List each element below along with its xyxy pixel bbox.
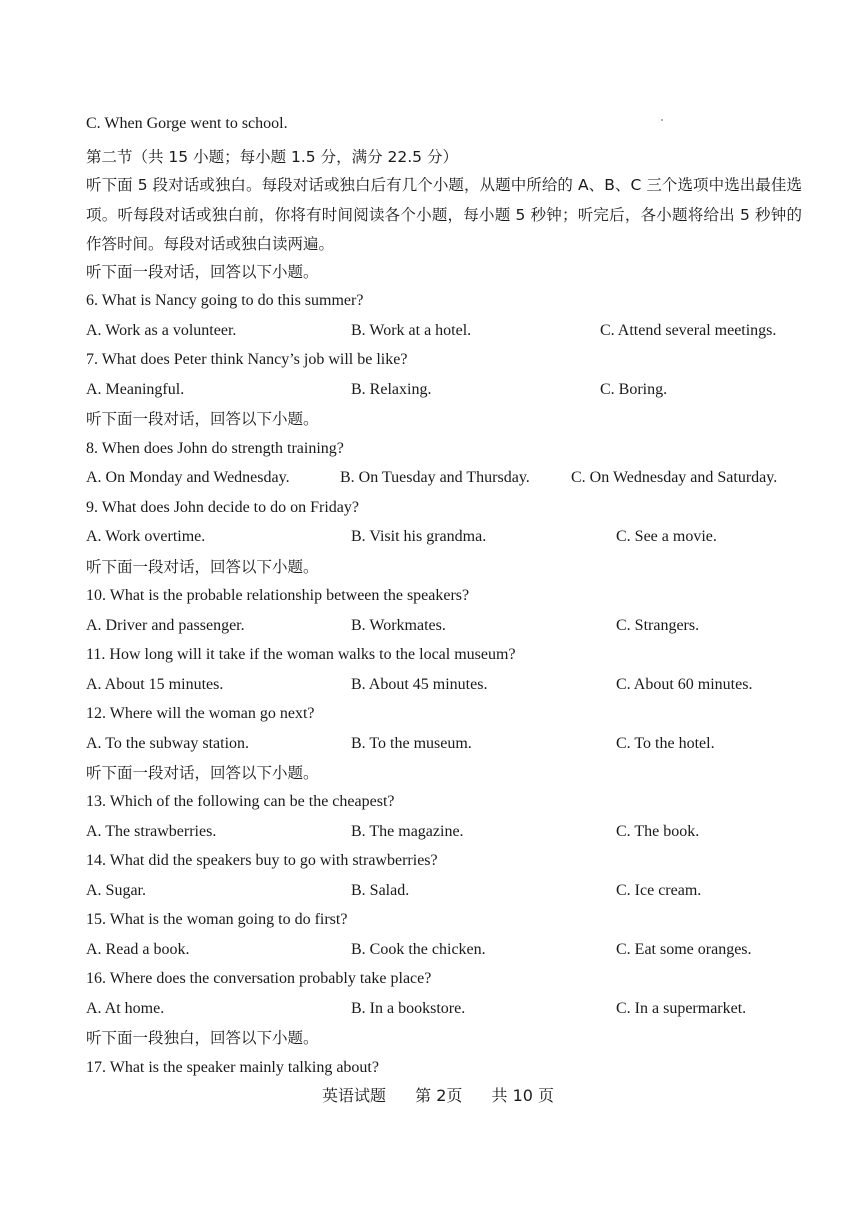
option-a: A. To the subway station. (86, 735, 250, 752)
option-a: A. Read a book. (86, 941, 190, 958)
option-c: C. In a supermarket. (616, 1000, 747, 1017)
question-9: 9. What does John decide to do on Friday? (86, 499, 359, 516)
option-c: C. Boring. (600, 381, 668, 398)
footer-subject: 英语试题 (322, 1086, 387, 1105)
previous-option-c: C. When Gorge went to school. (86, 115, 288, 132)
option-b: B. Workmates. (351, 617, 446, 634)
option-c: C. The book. (616, 823, 700, 840)
option-b: B. To the museum. (351, 735, 472, 752)
option-b: B. About 45 minutes. (351, 676, 488, 693)
option-c: C. On Wednesday and Saturday. (571, 469, 778, 486)
question-8: 8. When does John do strength training? (86, 440, 344, 457)
option-c: C. See a movie. (616, 528, 717, 545)
question-10: 10. What is the probable relationship between the speakers? (86, 587, 470, 604)
page-footer (322, 1085, 554, 1107)
monologue-prompt: 听下面一段独白，回答以下小题。 (86, 1029, 319, 1047)
option-a: A. At home. (86, 1000, 165, 1017)
scan-speck (661, 119, 663, 121)
section-instructions: 听下面 5 段对话或独白。每段对话或独白后有几个小题，从题中所给的 A、B、C 三个选项中选出最佳选项。听每段对话或独白前，你将有时间阅读各个小题，每小题 5 秒钟；听完后，各小题将给出 5 秒钟的作答时间。每段对话或独白读两遍。 (86, 176, 802, 253)
option-b: B. Visit his grandma. (351, 528, 487, 545)
question-7: 7. What does Peter think Nancy’s job will be like? (86, 351, 408, 368)
question-6: 6. What is Nancy going to do this summer? (86, 292, 364, 309)
question-13: 13. Which of the following can be the cheapest? (86, 793, 395, 810)
question-14: 14. What did the speakers buy to go with strawberries? (86, 852, 438, 869)
dialogue-prompt: 听下面一段对话，回答以下小题。 (86, 558, 319, 576)
option-c: C. Strangers. (616, 617, 700, 634)
option-c: C. Attend several meetings. (600, 322, 777, 339)
question-12: 12. Where will the woman go next? (86, 705, 315, 722)
footer-total-pages: 共 10 页 (491, 1086, 555, 1105)
option-a: A. Meaningful. (86, 381, 185, 398)
question-16: 16. Where does the conversation probably take place? (86, 970, 432, 987)
option-a: A. The strawberries. (86, 823, 217, 840)
option-b: B. The magazine. (351, 823, 464, 840)
option-b: B. On Tuesday and Thursday. (340, 469, 530, 486)
option-a: A. Work as a volunteer. (86, 322, 237, 339)
option-c: C. To the hotel. (616, 735, 715, 752)
option-b: B. Cook the chicken. (351, 941, 486, 958)
option-c: C. Eat some oranges. (616, 941, 752, 958)
option-a: A. On Monday and Wednesday. (86, 469, 290, 486)
footer-page-number: 第 2页 (415, 1086, 463, 1105)
question-11: 11. How long will it take if the woman walks to the local museum? (86, 646, 516, 663)
option-a: A. Sugar. (86, 882, 146, 899)
option-c: C. About 60 minutes. (616, 676, 753, 693)
option-a: A. About 15 minutes. (86, 676, 224, 693)
option-b: B. In a bookstore. (351, 1000, 466, 1017)
option-b: B. Work at a hotel. (351, 322, 472, 339)
question-15: 15. What is the woman going to do first? (86, 911, 348, 928)
option-a: A. Work overtime. (86, 528, 206, 545)
dialogue-prompt: 听下面一段对话，回答以下小题。 (86, 764, 319, 782)
option-a: A. Driver and passenger. (86, 617, 245, 634)
dialogue-prompt: 听下面一段对话，回答以下小题。 (86, 263, 319, 281)
option-b: B. Salad. (351, 882, 410, 899)
option-b: B. Relaxing. (351, 381, 432, 398)
option-c: C. Ice cream. (616, 882, 702, 899)
dialogue-prompt: 听下面一段对话，回答以下小题。 (86, 410, 319, 428)
section-title: 第二节（共 15 小题；每小题 1.5 分，满分 22.5 分） (86, 148, 458, 166)
question-17: 17. What is the speaker mainly talking about? (86, 1059, 379, 1076)
